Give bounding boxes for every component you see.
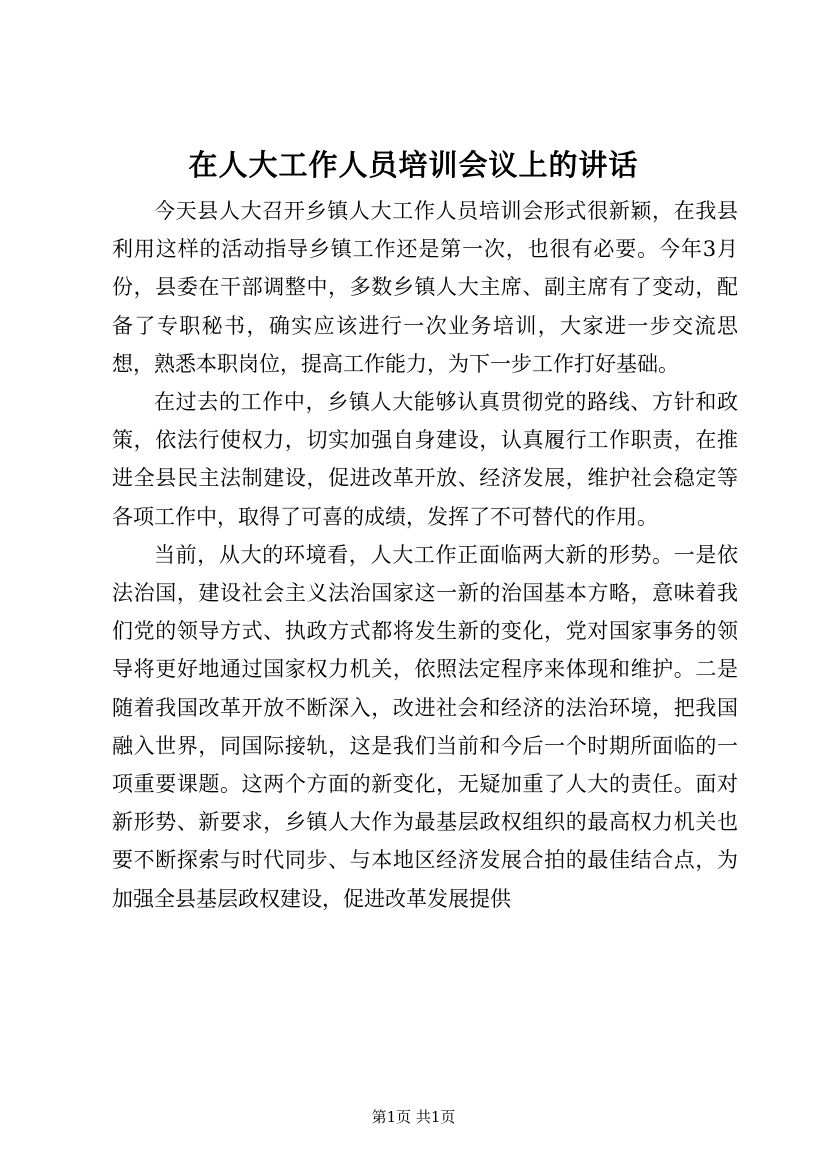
paragraph-2: 在过去的工作中，乡镇人大能够认真贯彻党的路线、方针和政策，依法行使权力，切实加强自身建设，认真履行工作职责，在推进全县民主法制建设，促进改革开放、经济发展，维护社会稳定等各项工作中，取得了可喜的成绩，发挥了不可替代的作用。 (112, 390, 738, 529)
document-title: 在人大工作人员培训会议上的讲话 (188, 148, 639, 182)
paragraph-3: 当前，从大的环境看，人大工作正面临两大新的形势。一是依法治国，建设社会主义法治国家这一新的治国基本方略，意味着我们党的领导方式、执政方式都将发生新的变化，党对国家事务的领导将更好地通过国家权力机关，依照法定程序来体现和维护。二是随着我国改革开放不断深入，改进社会和经济的法治环境，把我国融入世界，同国际接轨，这是我们当前和今后一个时期所面临的一项重要课题。这两个方面的新变化，无疑加重了人大的责任。面对新形势、新要求，乡镇人大作为最基层政权组织的最高权力机关也要不断探索与时代同步、与本地区经济发展合拍的最佳结合点，为加强全县基层政权建设，促进改革发展提供 (112, 542, 738, 911)
paragraph-1: 今天县人大召开乡镇人大工作人员培训会形式很新颖，在我县利用这样的活动指导乡镇工作还是第一次，也很有必要。今年3月份，县委在干部调整中，多数乡镇人大主席、副主席有了变动，配备了专职秘书，确实应该进行一次业务培训，大家进一步交流思想，熟悉本职岗位，提高工作能力，为下一步工作打好基础。 (112, 199, 738, 376)
page-footer: 第1页 共1页 (371, 1108, 456, 1126)
document-body (112, 192, 738, 918)
